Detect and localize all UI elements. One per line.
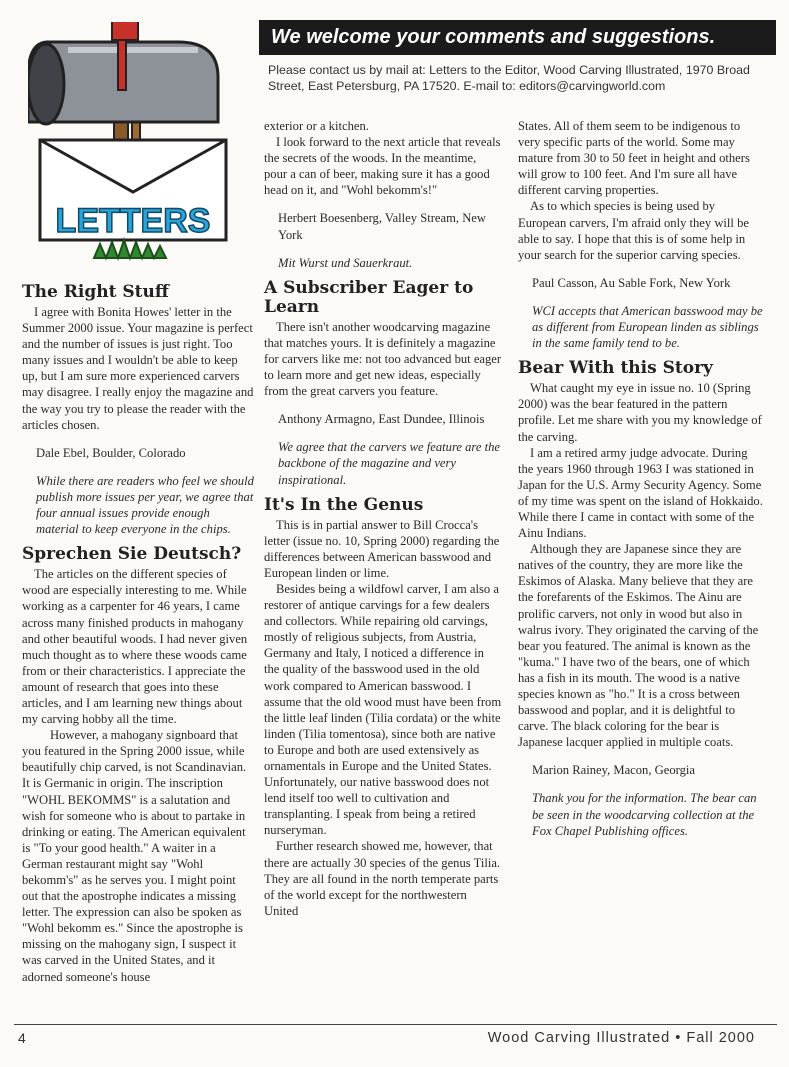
paragraph: The articles on the different species of wood are especially interesting to me. While working as a carpenter for 46 years, I came across many finished products in mahogany and other beautiful woods. I had never given much thought as to where these woods came from or their characteristics. I appreciate the amount of research that goes into these articles, and I am learning new things about my carving hobby all the time. bbox=[22, 567, 248, 727]
heading-right-stuff: The Right Stuff bbox=[22, 282, 169, 302]
footer-divider bbox=[14, 1024, 777, 1025]
paragraph: Although they are Japanese since they are natives of the country, they are more like the Eskimos of Alaska. Many believe that they are the forefarents of the Eskimos. The Ainu are prolific carvers, not only in wood but also in walrus ivory. They originated the carving of the bear you featured. The animal is known as the "kuma." I have two of the bears, one of which has a fish in its mouth. The wood is a native species known as "ho." It is a cross between basswood and poplar, and it is delightful to carve. The black coloring for the bear is Japanese lacquer applied in multiple coats. bbox=[518, 542, 759, 750]
paragraph: States. All of them seem to be indigenous to very specific parts of the world. Some may mature from 30 to 50 feet in height and others will grow to 100 feet. And I'm sure all have different carving properties. bbox=[518, 119, 750, 198]
heading-sprechen-sie-deutsch: Sprechen Sie Deutsch? bbox=[22, 544, 242, 565]
paragraph: However, a mahogany signboard that you featured in the Spring 2000 issue, while beautifully chip carved, is not Scandinavian. It is Germanic in origin. The inscription "WOHL BEKOMMS" is a salutation and wish for someone who is about to partake in drinking or eating. The American equivalent is "To your good health." A waiter in a German restaurant might say "Wohl bekomm's" as he serves you. I might point out that the apostrophe indicates a missing letter. The expression can also be spoken as "Wohl bekomm es." Since the apostrophe is missing on the mahogany sign, I suspect it was carved in the United States, and it adorned someone's house bbox=[22, 728, 247, 984]
paragraph: This is in partial answer to Bill Crocca's letter (issue no. 10, Spring 2000) regarding the differences between American basswood and European linden or lime. bbox=[264, 517, 500, 580]
editor-reply: Thank you for the information. The bear can be seen in the woodcarving collection at the Fox Chapel Publishing offices. bbox=[532, 791, 757, 838]
letter-signature: Herbert Boesenberg, Valley Stream, New York bbox=[278, 211, 486, 242]
letter-signature: Anthony Armagno, East Dundee, Illinois bbox=[278, 412, 485, 427]
editor-reply: While there are readers who feel we should publish more issues per year, we agree that four annual issues provide enough material to keep everyone in the chips. bbox=[36, 473, 254, 537]
column-2 bbox=[264, 118, 502, 919]
editor-reply: WCI accepts that American basswood may be as different from European linden as siblings in the same family tend to be. bbox=[532, 303, 763, 351]
heading-its-in-the-genus: It's In the Genus bbox=[264, 494, 424, 515]
letters-logo-text: LETTERS bbox=[55, 202, 211, 240]
paragraph: exterior or a kitchen. bbox=[264, 119, 369, 133]
paragraph: I agree with Bonita Howes' letter in the Summer 2000 issue. Your magazine is perfect and the number of issues is just right. Too many issues and I wouldn't be able to keep up, but I am sure more experienced carvers may disagree. I really enjoy the magazine and the way you try to please the reader with the articles chosen. bbox=[22, 305, 254, 432]
editor-reply: Mit Wurst und Sauerkraut. bbox=[278, 255, 413, 270]
editor-reply: We agree that the carvers we feature are the backbone of the magazine and very inspirational. bbox=[278, 440, 500, 487]
letters-mailbox-illustration bbox=[28, 22, 236, 272]
paragraph: What caught my eye in issue no. 10 (Spring 2000) was the bear featured in the pattern profile. Let me share with you my knowledge of the carving. bbox=[518, 381, 762, 444]
paragraph: I look forward to the next article that reveals the secrets of the woods. In the meantime, pour a can of beer, making sure it has a good head on it, and "Wohl bekomm's!" bbox=[264, 135, 501, 198]
paragraph: I am a retired army judge advocate. During the years 1960 through 1963 I was stationed in Japan for the U.S. Army Security Agency. Some of my time was spent on the island of Hokkaido. While there I came in contact with some of the Ainu Indians. bbox=[518, 445, 763, 541]
paragraph: Besides being a wildfowl carver, I am also a restorer of antique carvings for a few dealers and collectors. While repairing old carvings, mostly of religious subjects, from Austria, Germany and Italy, I noticed a difference in the quality of the basswood used in the old work compared to American basswood. I assume that the old wood must have been from the little leaf linden (Tilia cordata) or the white linden (Tilia tomentosa), since both are native to Europe and both are used extensively as ornamentals in Europe and the United States. Unfortunately, our native basswood does not lend itself too well to cultivation and transplanting. I speak from being a retired nurseryman. bbox=[264, 581, 502, 838]
letter-signature: Dale Ebel, Boulder, Colorado bbox=[36, 445, 186, 460]
contact-info: Please contact us by mail at: Letters to the Editor, Wood Carving Illustrated, 1970 Broad Street, East Petersburg, PA 17520. E-mail to: editors@carvingworld.com bbox=[268, 63, 750, 93]
heading-bear-with-this-story: Bear With this Story bbox=[518, 358, 713, 379]
letter-signature: Marion Rainey, Macon, Georgia bbox=[532, 763, 695, 778]
page-number: 4 bbox=[18, 1030, 26, 1046]
heading-subscriber-eager: A Subscriber Eager to Learn bbox=[264, 277, 474, 317]
letter-signature: Paul Casson, Au Sable Fork, New York bbox=[532, 275, 731, 290]
comments-banner: We welcome your comments and suggestions. bbox=[259, 20, 776, 55]
paragraph: As to which species is being used by European carvers, I'm afraid only they will be able to say. I hope that this is of some help in your search for the superior carving species. bbox=[518, 199, 749, 262]
paragraph: There isn't another woodcarving magazine that matches yours. It is definitely a magazine for carvers like me: not too advanced but eager to learn more and get new ideas, especially from the great carvers you feature. bbox=[264, 319, 502, 399]
column-1 bbox=[22, 283, 254, 985]
column-3 bbox=[518, 118, 764, 847]
paragraph: Further research showed me, however, that there are actually 30 species of the genus Tilia. They are all found in the north temperate parts of the world except for the northwestern United bbox=[264, 839, 501, 918]
publication-footer: Wood Carving Illustrated • Fall 2000 bbox=[487, 1030, 755, 1046]
